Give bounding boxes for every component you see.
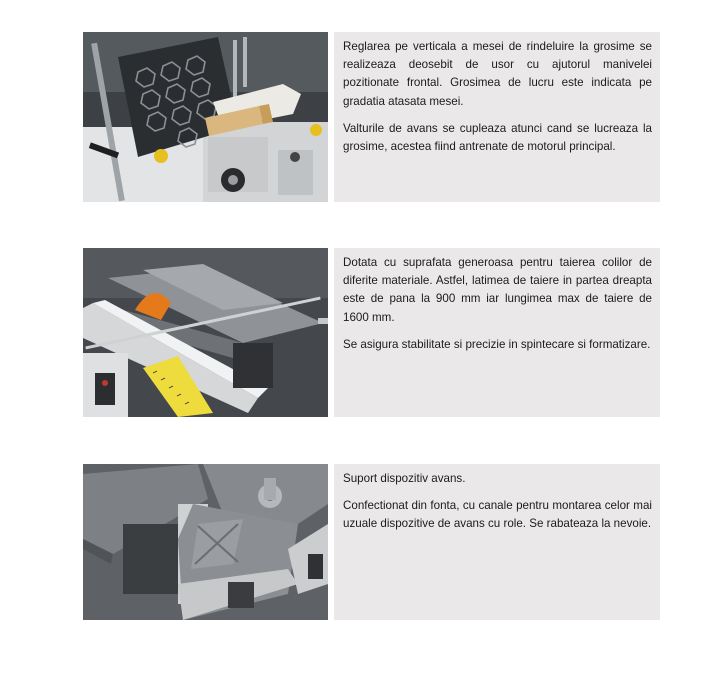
description-paragraph: Dotata cu suprafata generoasa pentru taierea colilor de diferite materiale. Astfel, latimea de taiere in partea dreapta este de pana la 900 mm iar lungimea max de taiere de 1600 mm. <box>343 256 652 324</box>
description-paragraph: Suport dispozitiv avans. <box>343 472 466 485</box>
feature-row-thickness-planing <box>83 32 660 202</box>
product-photo-thickness-table <box>83 32 328 202</box>
product-photo-saw-table <box>83 248 328 417</box>
machine-image-1 <box>83 32 328 202</box>
feature-row-feeder-support <box>83 464 660 620</box>
feature-description <box>334 464 660 620</box>
description-paragraph: Valturile de avans se cupleaza atunci cand se lucreaza la grosime, acestea fiind antrenate de motorul principal. <box>343 121 652 154</box>
machine-image-2 <box>83 248 328 417</box>
feature-description <box>334 32 660 202</box>
feature-description <box>334 248 660 417</box>
description-paragraph: Confectionat din fonta, cu canale pentru montarea celor mai uzuale dispozitive de avans cu role. Se rabateaza la nevoie. <box>343 499 652 531</box>
feature-row-cutting-table <box>83 248 660 417</box>
description-paragraph: Reglarea pe verticala a mesei de rindeluire la grosime se realizeaza deosebit de usor cu ajutorul manivelei pozitionate frontal. Grosimea de lucru este indicata pe gradatia atasata mesei. <box>343 40 652 108</box>
product-photo-feeder-support <box>83 464 328 620</box>
machine-image-3 <box>83 464 328 620</box>
description-paragraph: Se asigura stabilitate si precizie in spintecare si formatizare. <box>343 337 651 351</box>
